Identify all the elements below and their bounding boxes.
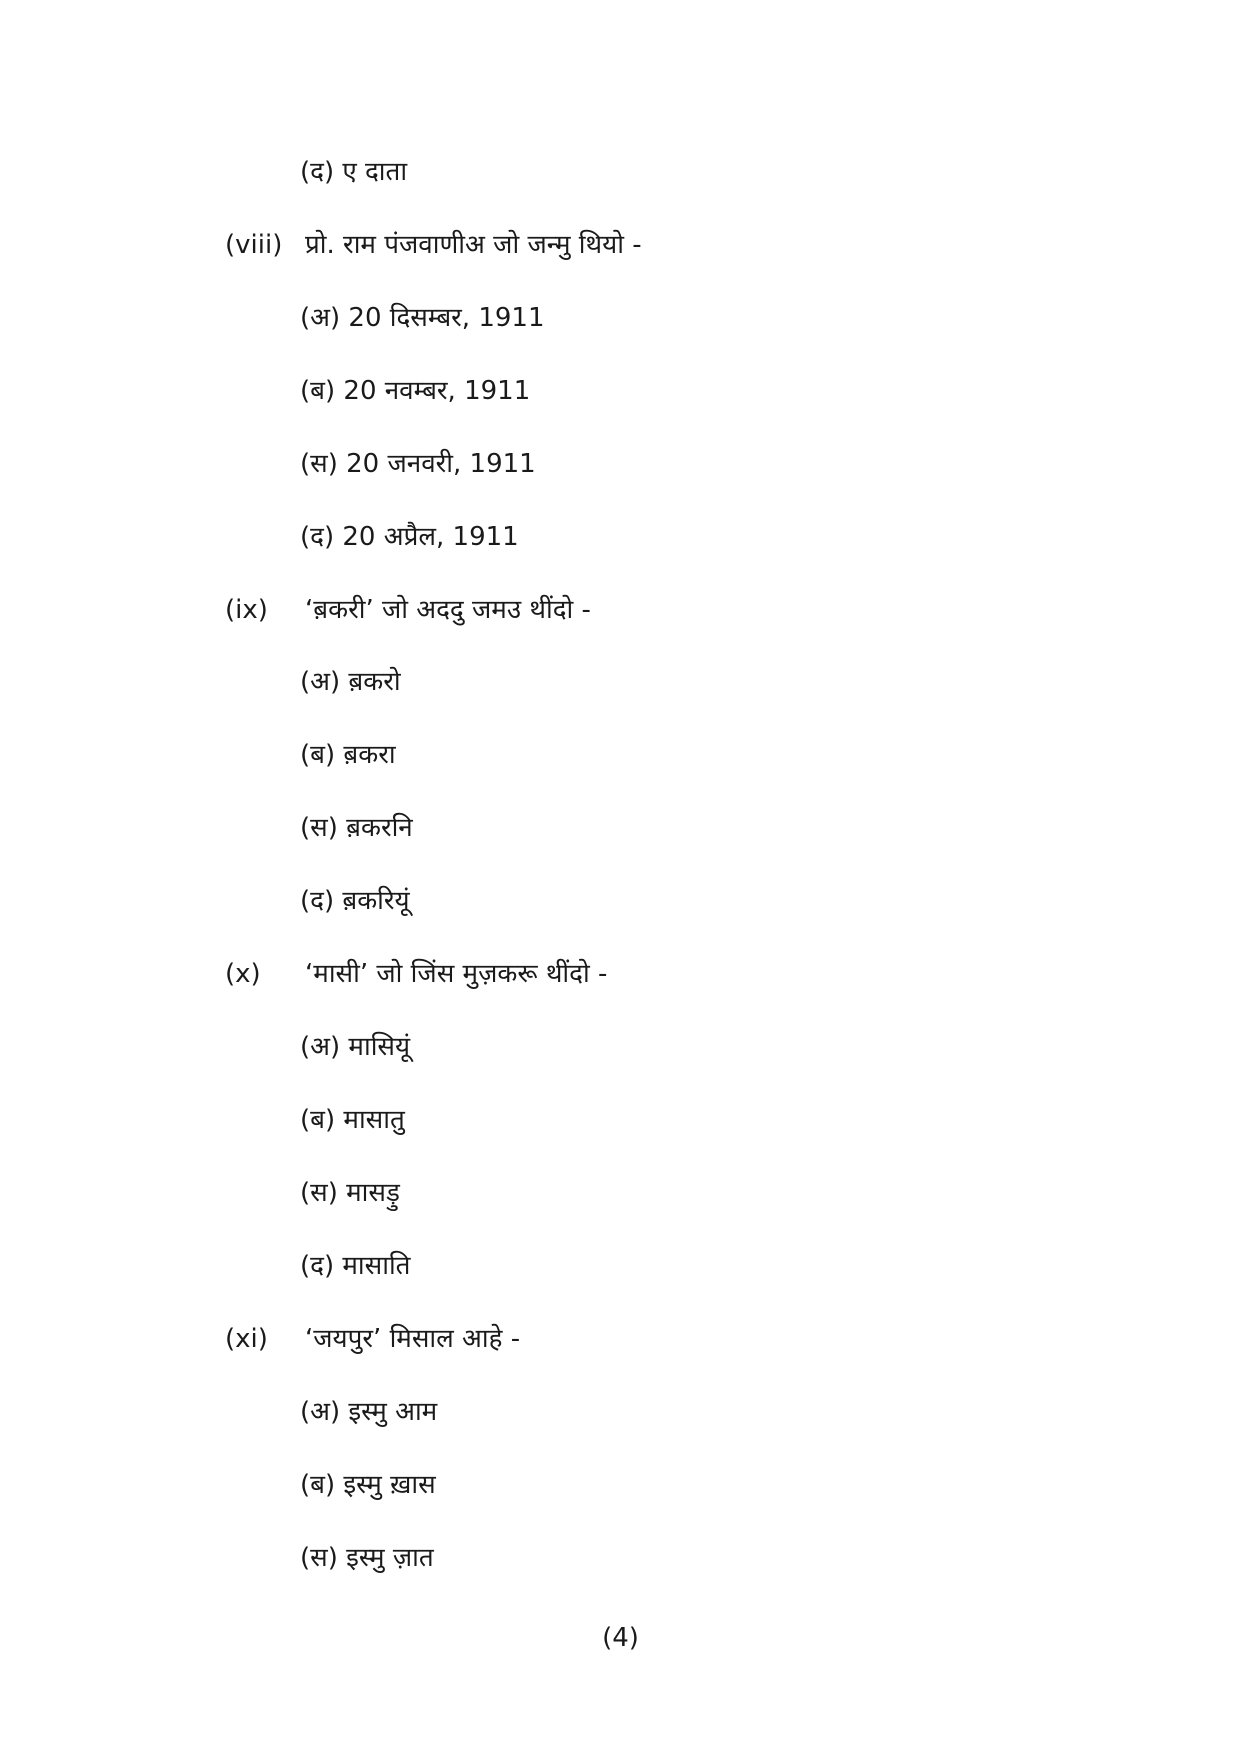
option-a: (अ) ब़करो	[300, 667, 401, 697]
question-number: (viii)	[225, 230, 283, 260]
option-d: (द) ब़करियूं	[300, 886, 410, 916]
page-number: (4)	[602, 1623, 639, 1653]
question-number: (xi)	[225, 1324, 268, 1354]
question-text: ‘ब़करी’ जो अददु जमउ थींदो -	[305, 595, 591, 625]
carryover-option-d: (द) ए दाता	[300, 157, 408, 187]
question-text: प्रो. राम पंजवाणीअ जो जन्मु थियो -	[305, 230, 642, 260]
option-b: (ब) 20 नवम्बर, 1911	[300, 376, 531, 406]
option-b: (ब) मासातु	[300, 1105, 405, 1135]
option-c: (स) ब़करनि	[300, 813, 413, 843]
option-b: (ब) इस्मु ख़ास	[300, 1470, 436, 1500]
option-c: (स) मासड़ु	[300, 1178, 400, 1208]
question-text: ‘मासी’ जो जिंस मुज़करू थींदो -	[305, 959, 608, 989]
question-number: (ix)	[225, 595, 268, 625]
question-text: ‘जयपुर’ मिसाल आहे -	[305, 1324, 521, 1354]
option-a: (अ) 20 दिसम्बर, 1911	[300, 303, 545, 333]
option-d: (द) 20 अप्रैल, 1911	[300, 522, 519, 552]
option-c: (स) इस्मु ज़ात	[300, 1543, 434, 1573]
option-a: (अ) मासियूं	[300, 1032, 411, 1062]
option-b: (ब) ब़करा	[300, 740, 396, 770]
option-a: (अ) इस्मु आम	[300, 1397, 438, 1427]
question-number: (x)	[225, 959, 261, 989]
option-c: (स) 20 जनवरी, 1911	[300, 449, 536, 479]
option-d: (द) मासाति	[300, 1251, 411, 1281]
